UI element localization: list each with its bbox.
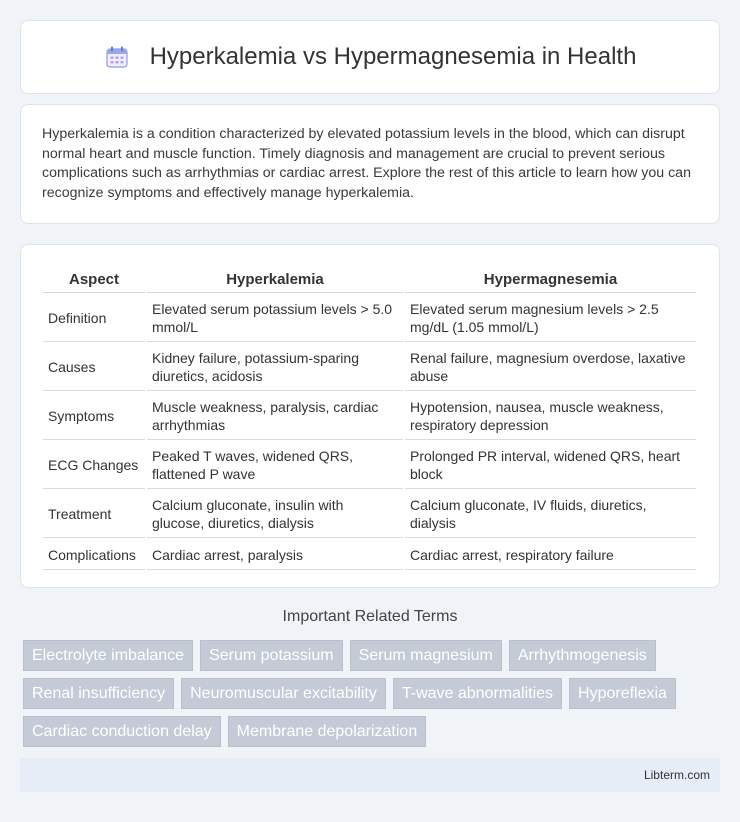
related-terms-title: Important Related Terms — [282, 608, 458, 625]
header-hyperkalemia: Hyperkalemia — [147, 265, 403, 293]
footer — [20, 758, 720, 792]
hyperkalemia-cell: Peaked T waves, widened QRS, flattened P wave — [147, 442, 403, 489]
related-term-tag[interactable]: Renal insufficiency — [23, 678, 174, 709]
aspect-cell: Causes — [43, 344, 145, 391]
related-term-tag[interactable]: Hyporeflexia — [569, 678, 676, 709]
intro-card — [20, 104, 720, 224]
hyperkalemia-cell: Muscle weakness, paralysis, cardiac arrhythmias — [147, 393, 403, 440]
footer-site-link[interactable]: Libterm.com — [643, 768, 710, 782]
related-term-tag[interactable]: Serum potassium — [200, 640, 343, 671]
comparison-table — [41, 263, 698, 572]
hyperkalemia-cell: Kidney failure, potassium-sparing diuretics, acidosis — [147, 344, 403, 391]
related-term-tag[interactable]: Cardiac conduction delay — [23, 716, 221, 747]
page-title: Hyperkalemia vs Hypermagnesemia in Health — [149, 43, 637, 70]
related-term-tag[interactable]: Neuromuscular excitability — [181, 678, 386, 709]
hyperkalemia-cell: Cardiac arrest, paralysis — [147, 540, 403, 570]
table-row — [43, 295, 696, 342]
hypermagnesemia-cell: Hypotension, nausea, muscle weakness, respiratory depression — [405, 393, 696, 440]
table-row — [43, 393, 696, 440]
related-term-tag[interactable]: Electrolyte imbalance — [23, 640, 193, 671]
related-terms-list — [23, 640, 703, 747]
hypermagnesemia-cell: Renal failure, magnesium overdose, laxative abuse — [405, 344, 696, 391]
related-term-tag[interactable]: Serum magnesium — [350, 640, 502, 671]
related-term-tag[interactable]: T-wave abnormalities — [393, 678, 562, 709]
header-aspect: Aspect — [43, 265, 145, 293]
aspect-cell: Complications — [43, 540, 145, 570]
table-header-row — [43, 265, 696, 293]
hypermagnesemia-cell: Calcium gluconate, IV fluids, diuretics, dialysis — [405, 491, 696, 538]
table-row — [43, 344, 696, 391]
related-term-tag[interactable]: Arrhythmogenesis — [509, 640, 656, 671]
hypermagnesemia-cell: Elevated serum magnesium levels > 2.5 mg/dL (1.05 mmol/L) — [405, 295, 696, 342]
aspect-cell: Treatment — [43, 491, 145, 538]
intro-paragraph: Hyperkalemia is a condition characterized by elevated potassium levels in the blood, which can disrupt normal heart and muscle function. Timely diagnosis and management are crucial to prevent serious complications such as arrhythmias or cardiac arrest. Explore the rest of this article to learn how you can recognize symptoms and effectively manage hyperkalemia. — [42, 126, 691, 201]
aspect-cell: Symptoms — [43, 393, 145, 440]
hypermagnesemia-cell: Cardiac arrest, respiratory failure — [405, 540, 696, 570]
table-row — [43, 540, 696, 570]
hyperkalemia-cell: Calcium gluconate, insulin with glucose, diuretics, dialysis — [147, 491, 403, 538]
title-card — [20, 20, 720, 94]
header-hypermagnesemia: Hypermagnesemia — [405, 265, 696, 293]
hypermagnesemia-cell: Prolonged PR interval, widened QRS, heart block — [405, 442, 696, 489]
table-row — [43, 491, 696, 538]
comparison-card — [20, 244, 720, 588]
calendar-icon — [104, 44, 130, 70]
aspect-cell: ECG Changes — [43, 442, 145, 489]
aspect-cell: Definition — [43, 295, 145, 342]
related-term-tag[interactable]: Membrane depolarization — [228, 716, 427, 747]
table-row — [43, 442, 696, 489]
hyperkalemia-cell: Elevated serum potassium levels > 5.0 mmol/L — [147, 295, 403, 342]
